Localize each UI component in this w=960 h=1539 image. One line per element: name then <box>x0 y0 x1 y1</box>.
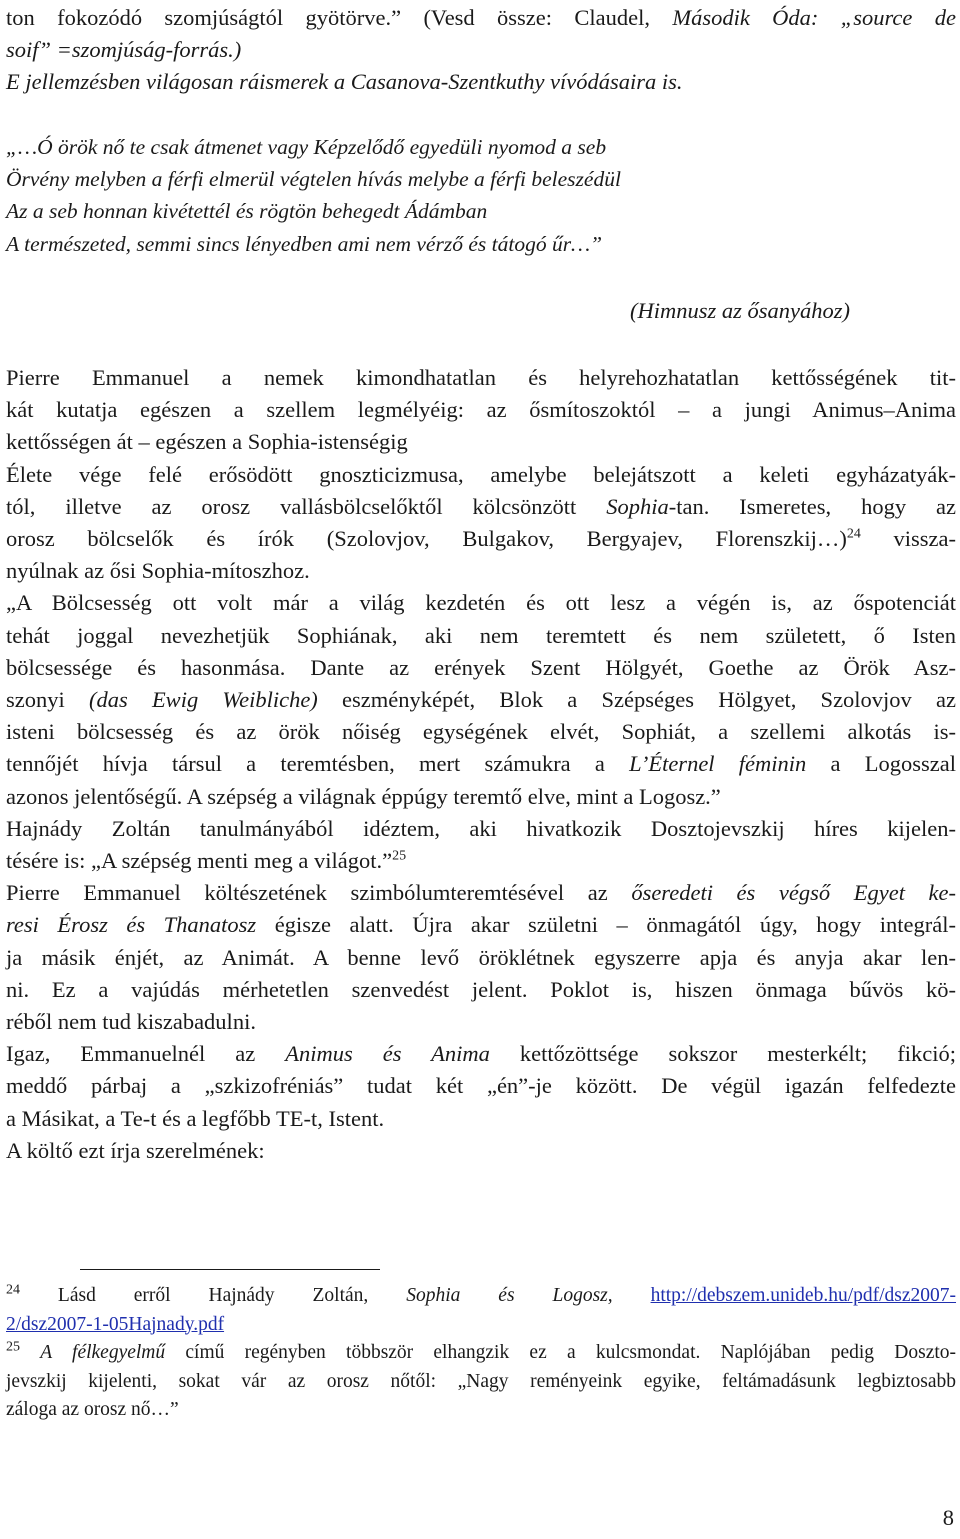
body-text-span: Igaz, Emmanuelnél az <box>6 1041 286 1067</box>
footnote-text <box>20 1342 40 1363</box>
body-text-span: égisze alatt. Újra akar születni – önmagától úgy, hogy integrál- <box>256 912 956 938</box>
body-line <box>6 1038 956 1070</box>
body-line: ja másik énjét, az Animát. A benne levő öröklétnek egyszerre apja és anyja akar len- <box>6 944 956 970</box>
body-text-span: a Logosszal <box>806 751 957 777</box>
body-line: tehát joggal nevezhetjük Sophiának, aki nem teremtett és nem született, ő Isten <box>6 622 956 648</box>
body-text-span: eszményképét, Blok a Szépséges Hölgyet, Szolovjov az <box>317 687 956 713</box>
body-line <box>6 684 956 716</box>
footnote-24-cont <box>6 1311 956 1340</box>
body-text-span: tennőjét hívja társul a teremtésben, mert számukra a <box>6 751 630 777</box>
body-line: nyúlnak az ősi Sophia-mítoszhoz. <box>6 558 310 584</box>
footnote-italic: Sophia és Logosz, <box>406 1285 613 1306</box>
footnote-24 <box>6 1282 956 1311</box>
poem-line: A természeted, semmi sincs lényedben ami nem vérző és tátogó űr…” <box>6 231 603 256</box>
body-line: kettősségen át – egészen a Sophia-istenségig <box>6 429 408 455</box>
body-italic-span: resi Érosz és Thanatosz <box>6 912 257 938</box>
body-line <box>6 491 956 523</box>
body-line: isteni bölcsesség és az örök nőiség egységének elvét, Sophiát, a szellemi alkotás is- <box>6 719 956 745</box>
footnote-ref-25[interactable]: 25 <box>392 848 407 864</box>
body-line: a Másikat, a Te-t és a legfőbb TE-t, Istent. <box>6 1105 385 1131</box>
body-text-span: -tan. Ismeretes, hogy az <box>668 493 956 519</box>
footnote-link[interactable]: http://debszem.unideb.hu/pdf/dsz2007- <box>650 1285 957 1306</box>
page-number: 8 <box>942 1505 954 1530</box>
body-text-span: vissza- <box>860 526 956 552</box>
intro-line-3: E jellemzésben világosan ráismerek a Casanova-Szentkuthy vívódásaira is. <box>6 69 683 95</box>
footnote-italic: A félkegyelmű <box>40 1342 166 1363</box>
poem-quote <box>6 131 956 260</box>
footnotes <box>6 1282 956 1425</box>
body-text-span: tól, illetve az orosz vallásbölcselőktől kölcsönzött <box>6 493 607 519</box>
body-line: Hajnády Zoltán tanulmányából idéztem, aki hivatkozik Dosztojevszkij híres kijelen- <box>6 815 956 841</box>
body-text-span: Pierre Emmanuel költészetének szimbólumteremtésével az <box>6 880 632 906</box>
body-text-span: tésére is: „A szépség menti meg a világot.” <box>6 848 393 874</box>
footnote-number: 25 <box>6 1339 20 1355</box>
body-line: kát kutatja egészen a szellem legmélyéig: az ősmítoszoktól – a jungi Animus–Anima <box>6 397 956 423</box>
footnote-text: Lásd erről Hajnády Zoltán, <box>20 1285 407 1306</box>
body-italic-span: L’Éternel féminin <box>629 751 807 777</box>
footnote-separator <box>80 1269 380 1270</box>
poem-line: „…Ó örök nő te csak átmenet vagy Képzelődő egyedüli nyomod a seb <box>6 135 607 159</box>
body-line <box>6 877 956 909</box>
body-italic-span: Sophia <box>606 493 669 519</box>
body-line <box>6 523 956 555</box>
footnote-text: című regényben többször elhangzik ez a kulcsmondat. Naplójában pedig Doszto- <box>165 1342 957 1363</box>
footnote-ref-24[interactable]: 24 <box>846 526 861 542</box>
body-text-span: kettőzöttsége sokszor mesterkélt; fikció; <box>489 1041 956 1067</box>
body-line: réből nem tud kiszabadulni. <box>6 1009 256 1035</box>
body-line <box>6 909 956 941</box>
body-text <box>6 362 956 1167</box>
poem-line: Örvény melyben a férfi elmerül végtelen hívás melybe a férfi beleszédül <box>6 167 621 192</box>
footnote-link[interactable]: 2/dsz2007-1-05Hajnady.pdf <box>6 1313 225 1335</box>
body-line <box>6 748 956 780</box>
footnote-25-cont: jevszkij kijelenti, sokat vár az orosz nőtől: „Nagy reményeink egyike, feltámadásunk legbiztosabb <box>6 1370 956 1392</box>
body-line: ni. Ez a vajúdás mérhetetlen szenvedést jelent. Poklot is, hiszen önmaga bűvös kö- <box>6 976 956 1002</box>
body-italic-span: Animus és Anima <box>285 1041 490 1067</box>
intro-paragraph <box>6 2 956 99</box>
footnote-25 <box>6 1339 956 1368</box>
body-line: azonos jelentőségű. A szépség a világnak éppúgy teremtő elve, mint a Logosz.” <box>6 783 721 809</box>
intro-line-1 <box>6 2 956 34</box>
poem-source: (Himnusz az ősanyához) <box>629 298 850 323</box>
body-italic-span: őseredeti és végső Egyet ke- <box>631 880 957 906</box>
body-line: A költő ezt írja szerelmének: <box>6 1137 265 1163</box>
body-line: Pierre Emmanuel a nemek kimondhatatlan és helyrehozhatatlan kettősségének tit- <box>6 365 956 390</box>
body-line: Élete vége felé erősödött gnoszticizmusa, amelybe belejátszott a keleti egyházatyák- <box>6 461 956 487</box>
body-italic-span: (das Ewig Weibliche) <box>88 687 318 713</box>
body-text-span: szonyi <box>6 687 89 713</box>
body-line: meddő párbaj a „szkizofréniás” tudat két „én”-je között. De végül igazán felfedezte <box>6 1073 956 1099</box>
body-line <box>6 845 956 877</box>
footnote-25-cont: záloga az orosz nő…” <box>6 1399 179 1420</box>
body-line: „A Bölcsesség ott volt már a világ kezdetén és ott lesz a végén is, az őspotenciát <box>6 590 956 616</box>
intro-line-1-text: ton fokozódó szomjúságtól gyötörve.” (Vesd össze: Claudel, <box>6 5 673 30</box>
footnote-number: 24 <box>6 1282 20 1298</box>
body-text-span: orosz bölcselők és írók (Szolovjov, Bulgakov, Bergyajev, Florenszkij…) <box>6 526 847 552</box>
body-line: bölcsessége és hasonmása. Dante az erények Szent Hölgyét, Goethe az Örök Asz- <box>6 654 956 680</box>
intro-line-2: soif” =szomjúság-forrás.) <box>6 37 242 63</box>
intro-line-1-italic: Második Óda: „source de <box>672 5 956 30</box>
poem-line: Az a seb honnan kivétettél és rögtön behegedt Ádámban <box>6 199 488 224</box>
